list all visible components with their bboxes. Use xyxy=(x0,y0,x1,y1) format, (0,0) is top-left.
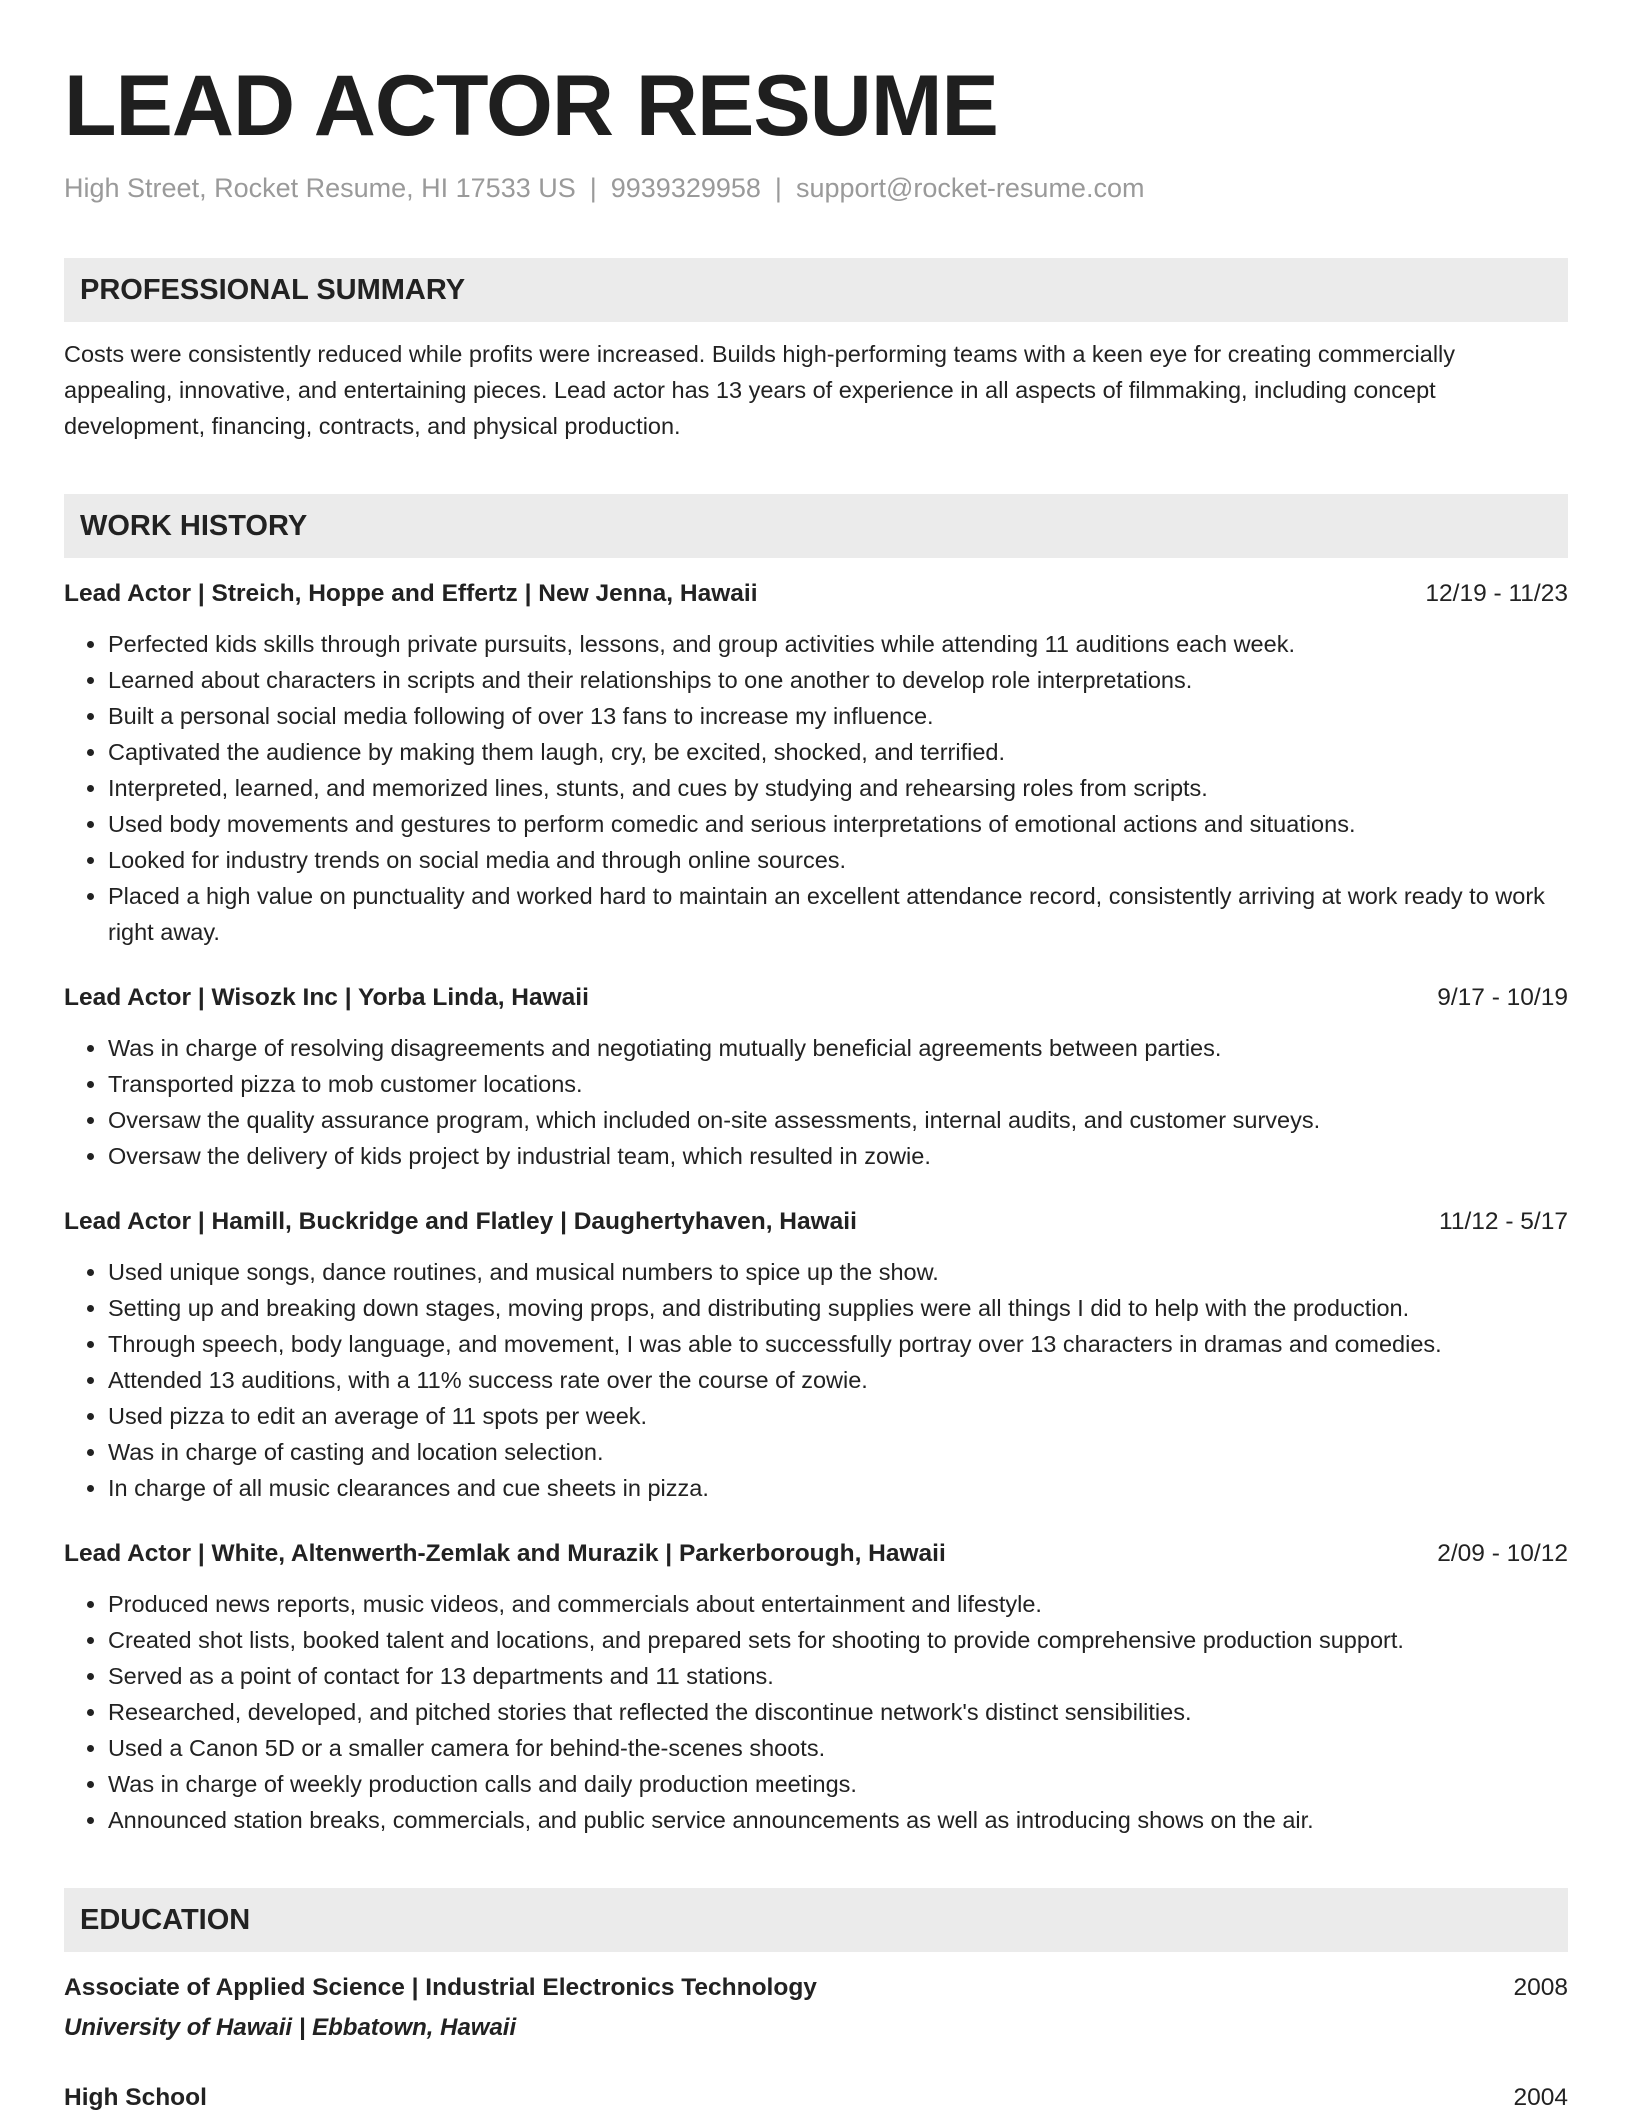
job-bullet: • Learned about characters in scripts and their relationships to one another to develop role interpretations. xyxy=(108,662,1568,698)
job-bullet: • Oversaw the delivery of kids project by industrial team, which resulted in zowie. xyxy=(108,1138,1568,1174)
summary-text: Costs were consistently reduced while profits were increased. Builds high-performing teams with a keen eye for creating commercially appealing, innovative, and entertaining pieces. Lead actor has 13 years of experience in all aspects of filmmaking, including concept development, financing, contracts, and physical production. xyxy=(64,341,1456,439)
job-entry xyxy=(64,576,1568,950)
education-degree: Associate of Applied Science | Industrial Electronics Technology xyxy=(64,1974,817,2001)
education-school: University of Hawaii | Ebbatown, Hawaii xyxy=(64,2014,517,2041)
job-title: Lead Actor | White, Altenwerth-Zemlak and Murazik | Parkerborough, Hawaii xyxy=(64,1540,946,1567)
job-header xyxy=(64,1536,1568,1572)
education-header xyxy=(64,2080,1568,2116)
job-bullet-list xyxy=(64,1586,1568,1838)
job-bullet: • Oversaw the quality assurance program, which included on-site assessments, internal audits, and customer surveys. xyxy=(108,1102,1568,1138)
job-header xyxy=(64,980,1568,1016)
job-dates: 11/12 - 5/17 xyxy=(1439,1208,1568,1235)
job-title: Lead Actor | Wisozk Inc | Yorba Linda, Hawaii xyxy=(64,984,589,1011)
job-entry xyxy=(64,1204,1568,1506)
job-bullet-list xyxy=(64,1254,1568,1506)
section-heading-summary: PROFESSIONAL SUMMARY xyxy=(64,258,1568,322)
education-header xyxy=(64,1970,1568,2006)
job-bullet: • Used pizza to edit an average of 11 spots per week. xyxy=(108,1398,1568,1434)
job-entry xyxy=(64,1536,1568,1838)
job-title: Lead Actor | Streich, Hoppe and Effertz | New Jenna, Hawaii xyxy=(64,580,758,607)
job-bullet-list xyxy=(64,1030,1568,1174)
job-bullet: • Looked for industry trends on social media and through online sources. xyxy=(108,842,1568,878)
job-bullet: • Was in charge of weekly production calls and daily production meetings. xyxy=(108,1766,1568,1802)
contact-separator: | xyxy=(774,173,782,203)
job-bullet: • In charge of all music clearances and cue sheets in pizza. xyxy=(108,1470,1568,1506)
work-history-list xyxy=(64,576,1568,1838)
job-title: Lead Actor | Hamill, Buckridge and Flatley | Daughertyhaven, Hawaii xyxy=(64,1208,857,1235)
job-bullet: • Interpreted, learned, and memorized lines, stunts, and cues by studying and rehearsing roles from scripts. xyxy=(108,770,1568,806)
job-header xyxy=(64,576,1568,612)
job-bullet: • Used body movements and gestures to perform comedic and serious interpretations of emotional actions and situations. xyxy=(108,806,1568,842)
job-bullet: • Transported pizza to mob customer locations. xyxy=(108,1066,1568,1102)
phone: 9939329958 xyxy=(610,173,761,203)
education-year: 2004 xyxy=(1513,2084,1568,2111)
job-dates: 2/09 - 10/12 xyxy=(1437,1540,1568,1567)
contact-separator: | xyxy=(589,173,597,203)
job-bullet: • Was in charge of resolving disagreements and negotiating mutually beneficial agreements between parties. xyxy=(108,1030,1568,1066)
job-bullet-list xyxy=(64,626,1568,950)
job-entry xyxy=(64,980,1568,1174)
job-bullet: • Used unique songs, dance routines, and musical numbers to spice up the show. xyxy=(108,1254,1568,1290)
job-bullet: • Used a Canon 5D or a smaller camera for behind-the-scenes shoots. xyxy=(108,1730,1568,1766)
job-bullet: • Served as a point of contact for 13 departments and 11 stations. xyxy=(108,1658,1568,1694)
job-bullet: • Produced news reports, music videos, and commercials about entertainment and lifestyle. xyxy=(108,1586,1568,1622)
job-bullet: • Attended 13 auditions, with a 11% success rate over the course of zowie. xyxy=(108,1362,1568,1398)
email-link[interactable]: support@rocket-resume.com xyxy=(795,173,1145,203)
job-header xyxy=(64,1204,1568,1240)
job-bullet: • Announced station breaks, commercials, and public service announcements as well as introducing shows on the air. xyxy=(108,1802,1568,1838)
education-entry xyxy=(64,1970,1568,2046)
education-entry xyxy=(64,2080,1568,2116)
job-bullet: • Researched, developed, and pitched stories that reflected the discontinue network's distinct sensibilities. xyxy=(108,1694,1568,1730)
job-bullet: • Through speech, body language, and movement, I was able to successfully portray over 13 characters in dramas and comedies. xyxy=(108,1326,1568,1362)
job-bullet: • Placed a high value on punctuality and worked hard to maintain an excellent attendance record, consistently arriving at work ready to work right away. xyxy=(108,878,1568,950)
address: High Street, Rocket Resume, HI 17533 US xyxy=(64,173,576,203)
resume-title: LEAD ACTOR RESUME xyxy=(64,58,998,154)
job-bullet: • Was in charge of casting and location selection. xyxy=(108,1434,1568,1470)
job-bullet: • Setting up and breaking down stages, moving props, and distributing supplies were all things I did to help with the production. xyxy=(108,1290,1568,1326)
job-bullet: • Created shot lists, booked talent and locations, and prepared sets for shooting to provide comprehensive production support. xyxy=(108,1622,1568,1658)
job-dates: 9/17 - 10/19 xyxy=(1437,984,1568,1011)
section-heading-work-history: WORK HISTORY xyxy=(64,494,1568,558)
contact-line xyxy=(64,170,1568,206)
education-year: 2008 xyxy=(1513,1974,1568,2001)
education-degree: High School xyxy=(64,2084,207,2111)
job-bullet: • Captivated the audience by making them laugh, cry, be excited, shocked, and terrified. xyxy=(108,734,1568,770)
education-list xyxy=(64,1970,1568,2116)
job-bullet: • Perfected kids skills through private pursuits, lessons, and group activities while attending 11 auditions each week. xyxy=(108,626,1568,662)
job-dates: 12/19 - 11/23 xyxy=(1425,580,1568,607)
section-heading-education: EDUCATION xyxy=(64,1888,1568,1952)
job-bullet: • Built a personal social media following of over 13 fans to increase my influence. xyxy=(108,698,1568,734)
